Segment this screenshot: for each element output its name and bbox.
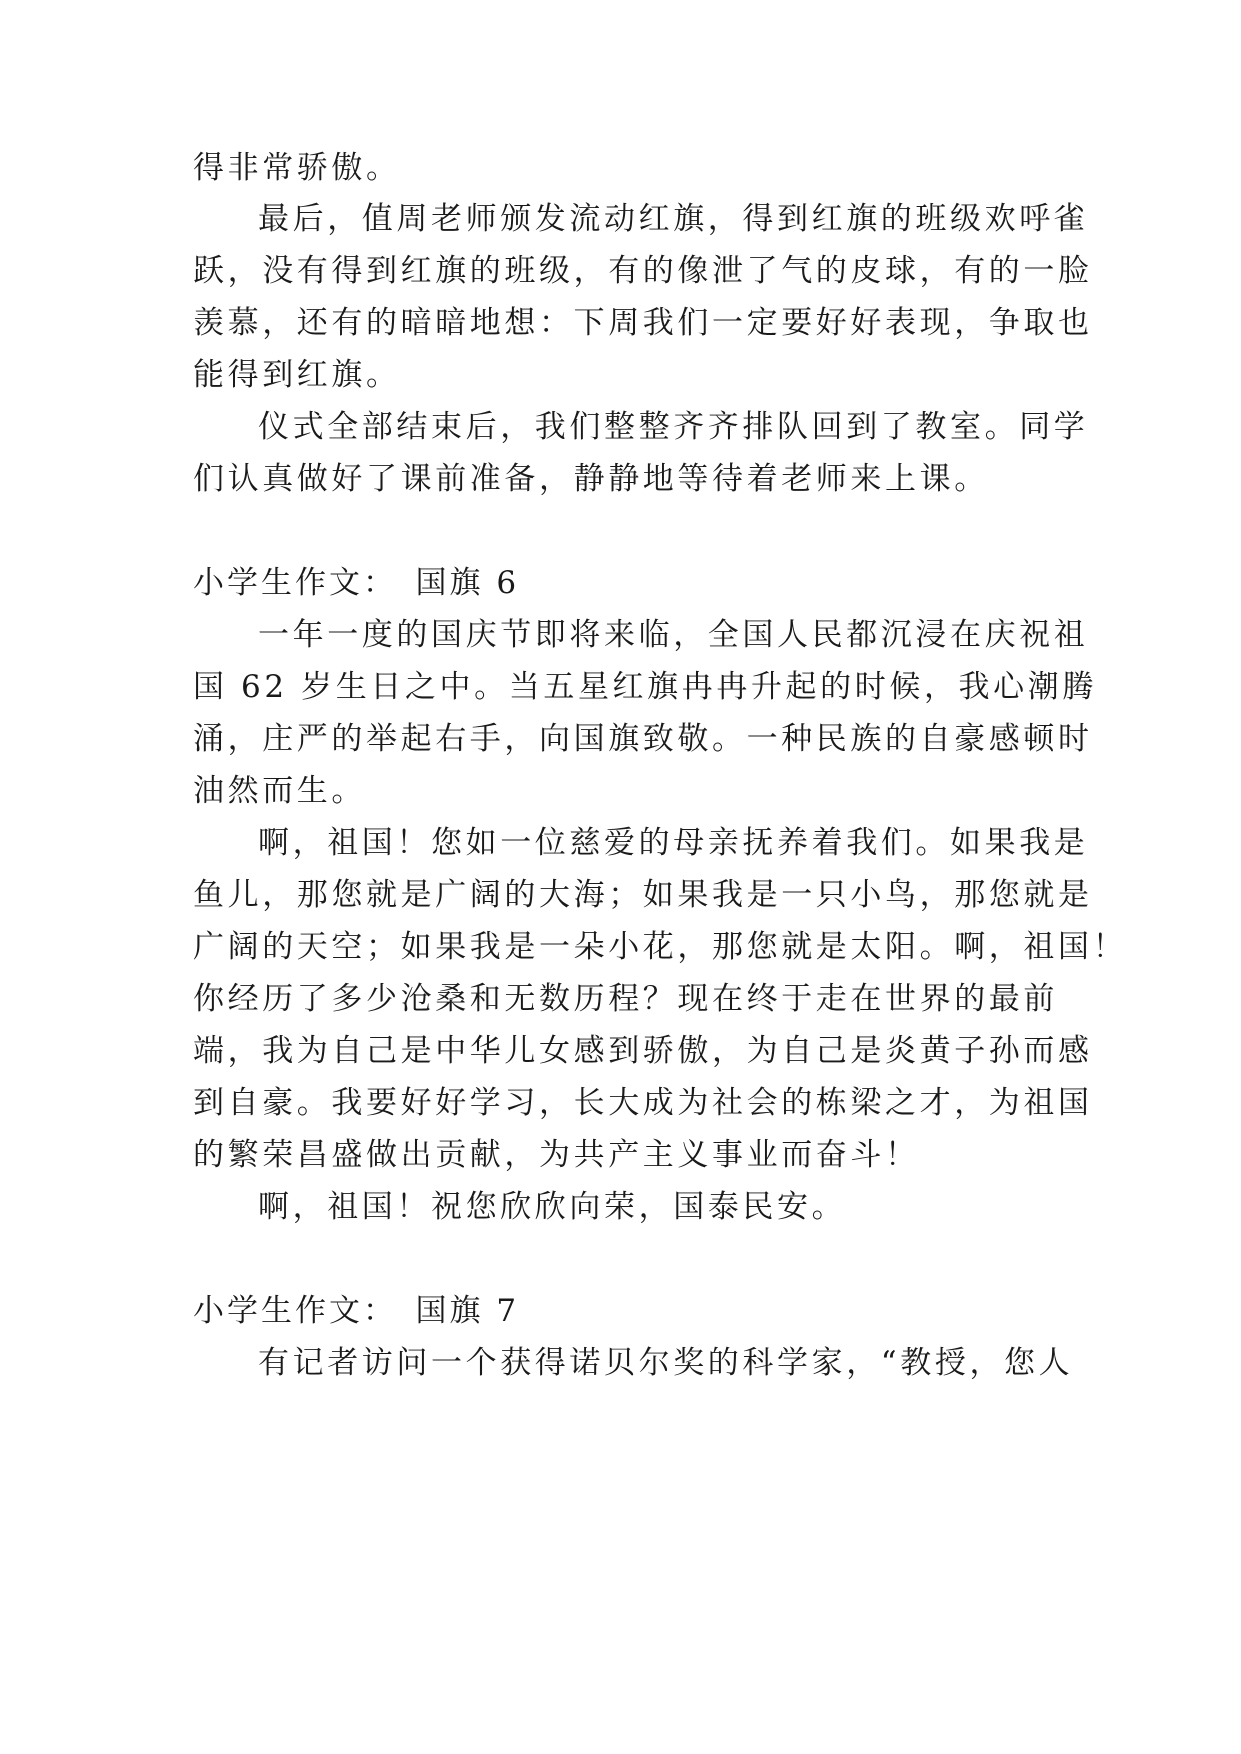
text-line: 油然而生。 bbox=[193, 773, 366, 809]
text-line: 的繁荣昌盛做出贡献，为共产主义事业而奋斗！ bbox=[193, 1137, 920, 1173]
text-line: 跃，没有得到红旗的班级，有的像泄了气的皮球，有的一脸 bbox=[193, 253, 1093, 289]
text-line: 得非常骄傲。 bbox=[193, 150, 401, 186]
paragraph-first-line: 啊，祖国！祝您欣欣向荣，国泰民安。 bbox=[258, 1189, 847, 1225]
text-line: 羡慕，还有的暗暗地想：下周我们一定要好好表现，争取也 bbox=[193, 305, 1093, 341]
text-line: 到自豪。我要好好学习，长大成为社会的栋梁之才，为祖国 bbox=[193, 1085, 1093, 1121]
text-line: 能得到红旗。 bbox=[193, 357, 401, 393]
paragraph-first-line: 一年一度的国庆节即将来临，全国人民都沉浸在庆祝祖 bbox=[258, 617, 1089, 653]
section-heading: 小学生作文： 国旗 6 bbox=[193, 565, 520, 601]
text-line: 你经历了多少沧桑和无数历程？现在终于走在世界的最前 bbox=[193, 981, 1058, 1017]
text-line: 国 62 岁生日之中。当五星红旗冉冉升起的时候，我心潮腾 bbox=[193, 669, 1097, 705]
paragraph-first-line: 有记者访问一个获得诺贝尔奖的科学家，“教授，您人 bbox=[258, 1345, 1074, 1381]
text-line: 广阔的天空；如果我是一朵小花，那您就是太阳。啊，祖国！ bbox=[193, 929, 1128, 965]
text-line: 鱼儿，那您就是广阔的大海；如果我是一只小鸟，那您就是 bbox=[193, 877, 1093, 913]
paragraph-first-line: 啊，祖国！您如一位慈爱的母亲抚养着我们。如果我是 bbox=[258, 825, 1089, 861]
text-line: 涌，庄严的举起右手，向国旗致敬。一种民族的自豪感顿时 bbox=[193, 721, 1093, 757]
paragraph-first-line: 最后，值周老师颁发流动红旗，得到红旗的班级欢呼雀 bbox=[258, 201, 1089, 237]
text-line: 们认真做好了课前准备，静静地等待着老师来上课。 bbox=[193, 461, 989, 497]
paragraph-first-line: 仪式全部结束后，我们整整齐齐排队回到了教室。同学 bbox=[258, 409, 1089, 445]
text-line: 端，我为自己是中华儿女感到骄傲，为自己是炎黄子孙而感 bbox=[193, 1033, 1093, 1069]
section-heading: 小学生作文： 国旗 7 bbox=[193, 1293, 520, 1329]
